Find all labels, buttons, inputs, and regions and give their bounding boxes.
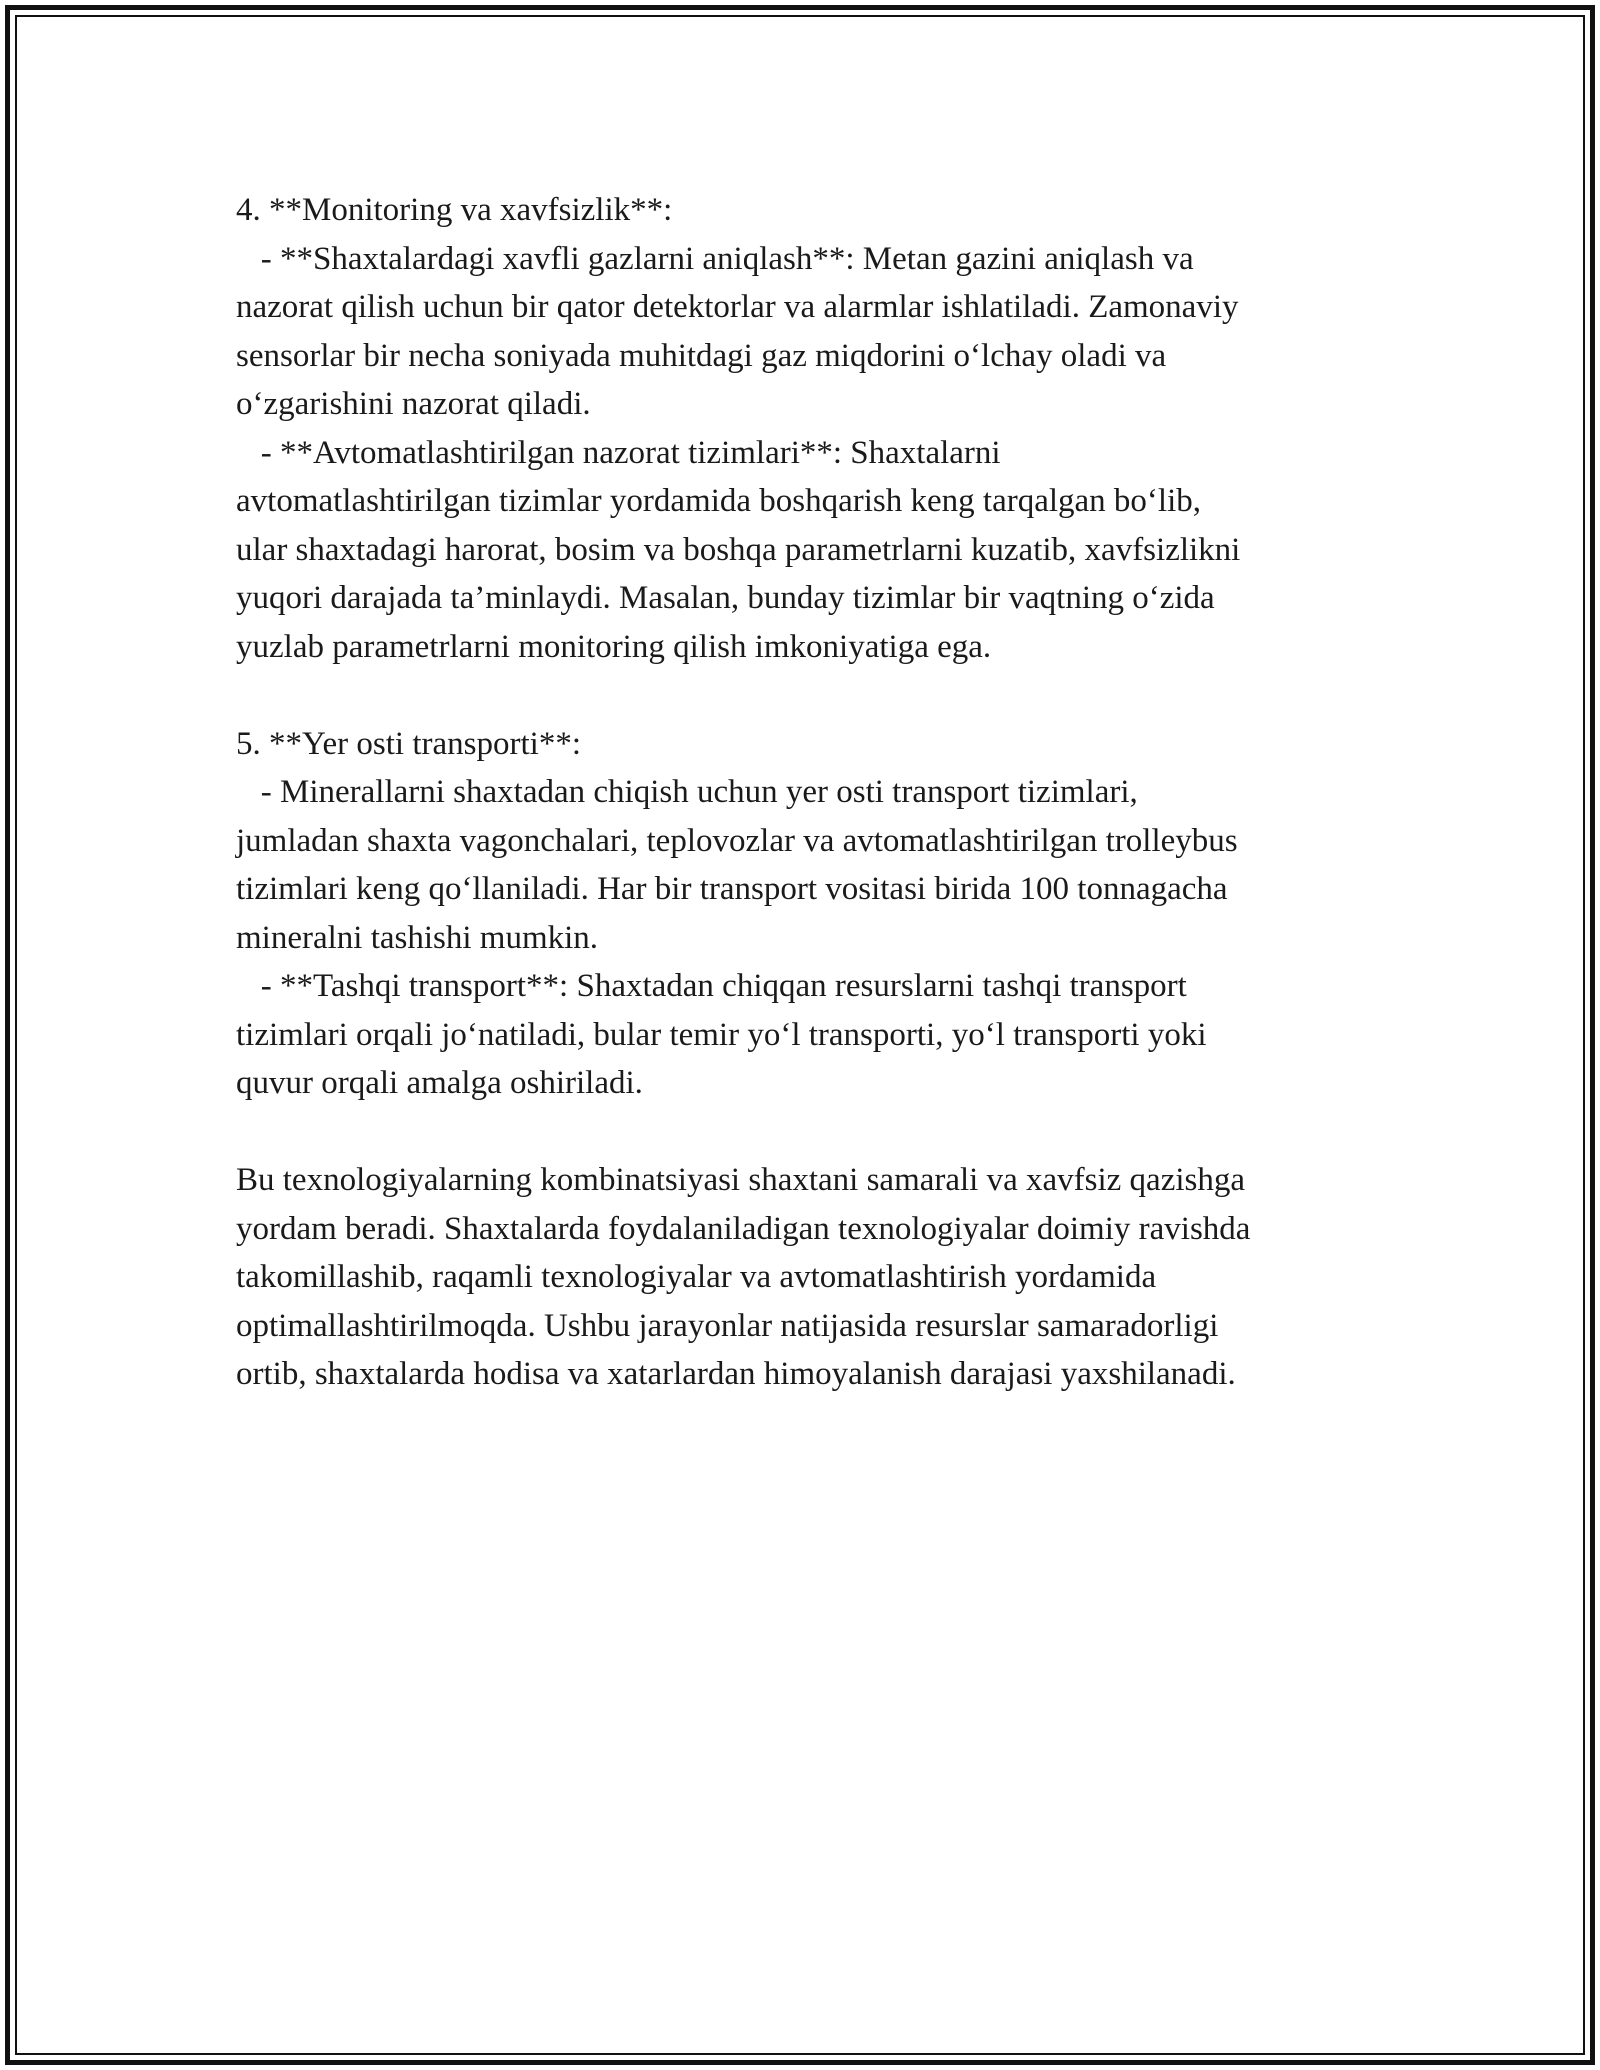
- text-line: jumladan shaxta vagonchalari, teplovozlar va avtomatlashtirilgan trolleybus: [236, 822, 1238, 859]
- text-line: tizimlari keng qo‘llaniladi. Har bir transport vositasi birida 100 tonnagacha: [236, 871, 1228, 907]
- document-body: [236, 186, 1386, 1399]
- text-line: yuzlab parametrlarni monitoring qilish imkoniyatiga ega.: [236, 628, 992, 665]
- text-line: takomillashib, raqamli texnologiyalar va avtomatlashtirish yordamida: [236, 1259, 1157, 1295]
- text-line: - **Tashqi transport**: Shaxtadan chiqqan resurslarni tashqi transport: [236, 968, 1187, 1004]
- text-line: mineralni tashishi mumkin.: [236, 919, 599, 956]
- text-line: - Minerallarni shaxtadan chiqish uchun yer osti transport tizimlari,: [236, 774, 1138, 810]
- section-conclusion: [236, 1156, 1386, 1399]
- text-line: optimallashtirilmoqda. Ushbu jarayonlar natijasida resurslar samaradorligi: [236, 1307, 1219, 1344]
- text-line: quvur orqali amalga oshiriladi.: [236, 1065, 643, 1101]
- section-transport: [236, 720, 1386, 1108]
- text-line: - **Shaxtalardagi xavfli gazlarni aniqlash**: Metan gazini aniqlash va: [236, 240, 1194, 277]
- text-line: tizimlari orqali jo‘natiladi, bular temir yo‘l transporti, yo‘l transporti yoki: [236, 1016, 1207, 1053]
- text-line: yordam beradi. Shaxtalarda foydalaniladigan texnologiyalar doimiy ravishda: [236, 1210, 1251, 1247]
- text-line: ular shaxtadagi harorat, bosim va boshqa parametrlarni kuzatib, xavfsizlikni: [236, 531, 1241, 568]
- section-monitoring: [236, 186, 1386, 671]
- text-line: - **Avtomatlashtirilgan nazorat tizimlari**: Shaxtalarni: [236, 434, 1001, 471]
- section-heading: 5. **Yer osti transporti**:: [236, 725, 581, 762]
- text-line: nazorat qilish uchun bir qator detektorlar va alarmlar ishlatiladi. Zamonaviy: [236, 289, 1239, 325]
- paragraph-gap: [236, 671, 1386, 720]
- section-heading: 4. **Monitoring va xavfsizlik**:: [236, 192, 673, 228]
- text-line: yuqori darajada ta’minlaydi. Masalan, bunday tizimlar bir vaqtning o‘zida: [236, 580, 1215, 616]
- text-line: sensorlar bir necha soniyada muhitdagi gaz miqdorini o‘lchay oladi va: [236, 337, 1167, 374]
- text-line: ortib, shaxtalarda hodisa va xatarlardan himoyalanish darajasi yaxshilanadi.: [236, 1356, 1236, 1392]
- paragraph-gap: [236, 1108, 1386, 1157]
- text-line: o‘zgarishini nazorat qiladi.: [236, 386, 591, 422]
- text-line: avtomatlashtirilgan tizimlar yordamida boshqarish keng tarqalgan bo‘lib,: [236, 483, 1201, 519]
- text-line: Bu texnologiyalarning kombinatsiyasi shaxtani samarali va xavfsiz qazishga: [236, 1162, 1245, 1198]
